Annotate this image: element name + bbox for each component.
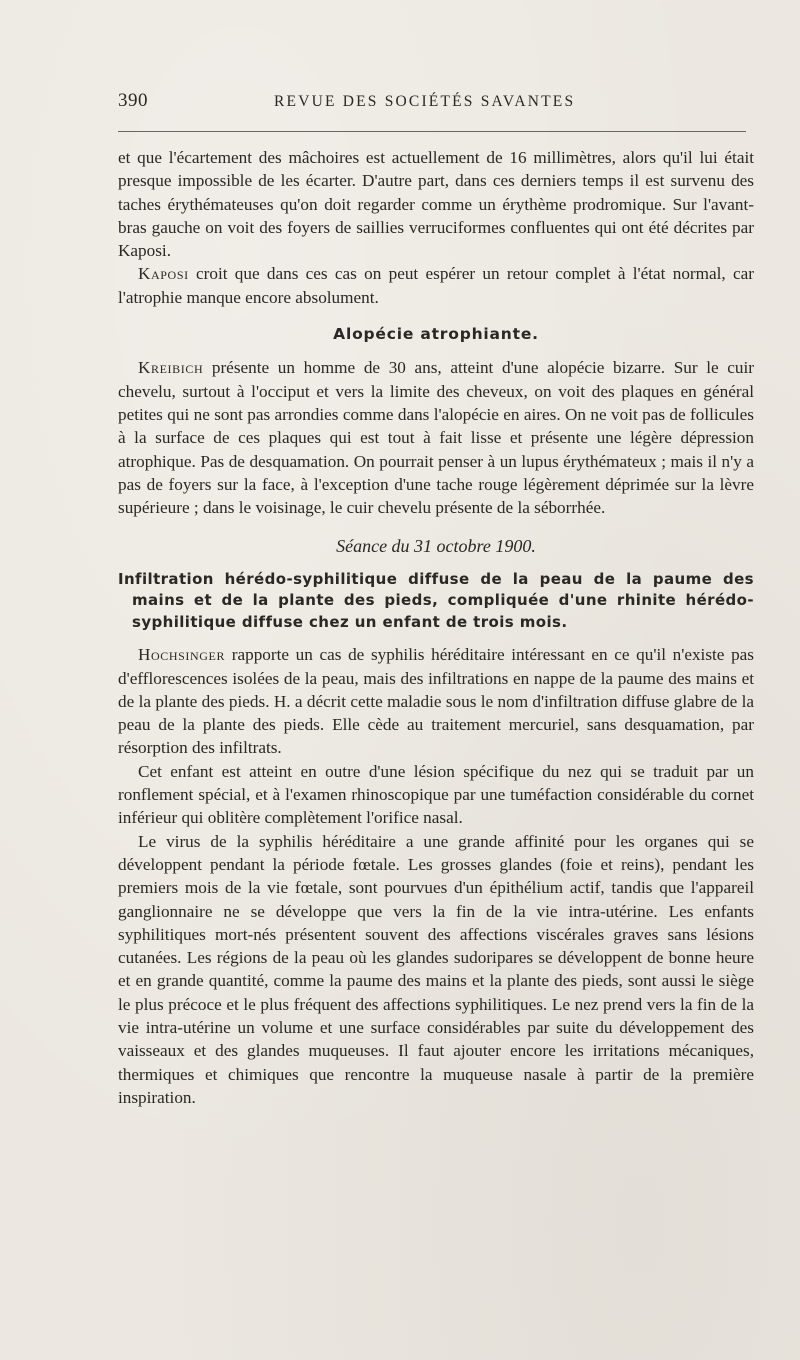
author-name: Hochsinger xyxy=(138,645,226,665)
paragraph-text: rapporte un cas de syphilis héréditaire intéressant en ce qu'il n'existe pas d'efflorescences isolées de la peau, mais des infiltrations en nappe de la paume des mains et de la plante des pieds. H. a décrit cette maladie sous le nom d'infiltration diffuse glabre de la peau de la plante des pieds. Elle cède au traitement mercuriel, sans desquamation, par résorption des infiltrats. xyxy=(118,645,754,758)
session-heading: Séance du 31 octobre 1900. xyxy=(336,536,536,557)
journal-title: REVUE DES SOCIÉTÉS SAVANTES xyxy=(274,93,576,110)
article-heading: Infiltration hérédo-syphilitique diffuse de la peau de la paume des mains et de la plante des pieds, compliquée d'une rhinite hérédo-syphilitique diffuse chez un enfant de trois mois. xyxy=(118,569,754,631)
page-body xyxy=(118,146,754,1109)
section-heading-alopecie: Alopécie atrophiante. xyxy=(333,325,539,344)
paragraph-kaposi xyxy=(118,262,754,309)
paragraph-kreibich xyxy=(118,356,754,519)
author-name: Kaposi xyxy=(138,264,189,284)
paragraph-text: croit que dans ces cas on peut espérer un retour complet à l'état normal, car l'atrophie manque encore absolument. xyxy=(118,264,754,307)
book-page xyxy=(118,0,754,1360)
paragraph-virus: Le virus de la syphilis héréditaire a une grande affinité pour les organes qui se développent pendant la période fœtale. Les grosses glandes (foie et reins), pendant les premiers mois de la vie fœtale, sont pourvues d'un épithélium actif, tandis que l'appareil ganglionnaire ne se développe que vers la fin de la vie intra-utérine. Les enfants syphilitiques mort-nés présentent souvent des affections viscérales graves sans lésions cutanées. Les régions de la peau où les glandes sudoripares se développent de bonne heure et en grande quantité, comme la paume des mains et la plante des pieds, sont aussi le siège le plus précoce et le plus fréquent des affections syphilitiques. Le nez prend vers la fin de la vie intra-utérine un volume et une surface considérables par suite du développement des vaisseaux et des glandes muqueuses. Il faut ajouter encore les irritations mécaniques, thermiques et chimiques que rencontre la muqueuse nasale à partir de la première inspiration. xyxy=(118,831,754,1107)
paragraph-continued: et que l'écartement des mâchoires est actuellement de 16 millimètres, alors qu'il lui était presque impossible de les écarter. D'autre part, dans ces derniers temps il est survenu des taches érythémateuses qu'on doit regarder comme un érythème prodromique. Sur l'avant-bras gauche on voit des foyers de saillies verruciformes confluentes qui ont été décrites par Kaposi. xyxy=(118,148,754,261)
running-head xyxy=(118,90,754,118)
header-rule xyxy=(118,131,746,132)
paragraph-enfant: Cet enfant est atteint en outre d'une lésion spécifique du nez qui se traduit par un ronflement spécial, et à l'examen rhinoscopique par une tuméfaction considérable du cornet inférieur qui oblitère complètement l'orifice nasal. xyxy=(118,761,754,828)
author-name: Kreibich xyxy=(138,358,204,378)
paragraph-hochsinger xyxy=(118,643,754,759)
paragraph-text: présente un homme de 30 ans, atteint d'une alopécie bizarre. Sur le cuir chevelu, surtout à l'occiput et vers la limite des cheveux, on voit des plaques en général petites qui ne sont pas arrondies comme dans l'alopécie en aires. On ne voit pas de follicules à la surface de ces plaques qui est tout à fait lisse et présente une légère dépression atrophique. Pas de desquamation. On pourrait penser à un lupus érythémateux ; mais il n'y a pas de foyers sur la face, à l'exception d'une tache rouge légèrement déprimée sur la lèvre supérieure ; dans le voisinage, le cuir chevelu présente de la séborrhée. xyxy=(118,358,754,518)
page-number: 390 xyxy=(118,90,148,111)
